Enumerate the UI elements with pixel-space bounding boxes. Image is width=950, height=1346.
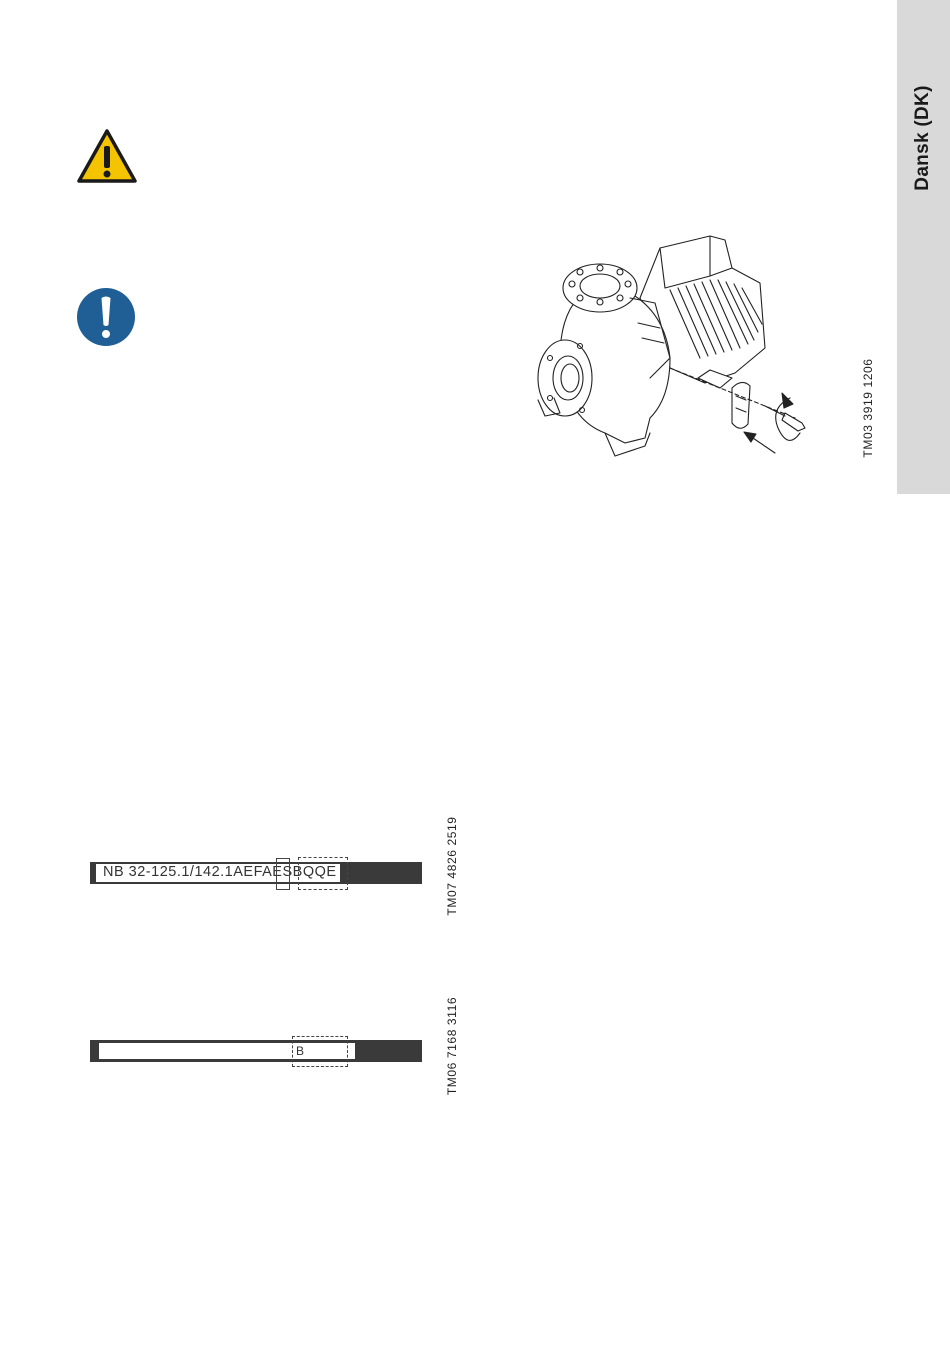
figure-code-pump: TM03 3919 1206 (861, 358, 875, 458)
warning-triangle-icon (76, 128, 138, 184)
highlight-box-dashed (298, 857, 348, 890)
pump-illustration (520, 228, 820, 468)
figure-code-type-label-1: TM07 4826 2519 (445, 816, 459, 916)
language-tab (897, 0, 950, 494)
language-tab-label: Dansk (DK) (912, 85, 933, 191)
caution-exclamation-icon (76, 287, 136, 347)
figure-code-type-label-2: TM06 7168 3116 (445, 996, 459, 1096)
type-designation-bar-2 (90, 1040, 422, 1062)
type-designation-text: NB 32-125.1/142.1AEFAESBQQE (103, 864, 337, 880)
highlight-box-solid (276, 858, 290, 890)
type-designation-text-2: B (296, 1044, 305, 1058)
highlight-box-dashed-2 (292, 1036, 348, 1067)
